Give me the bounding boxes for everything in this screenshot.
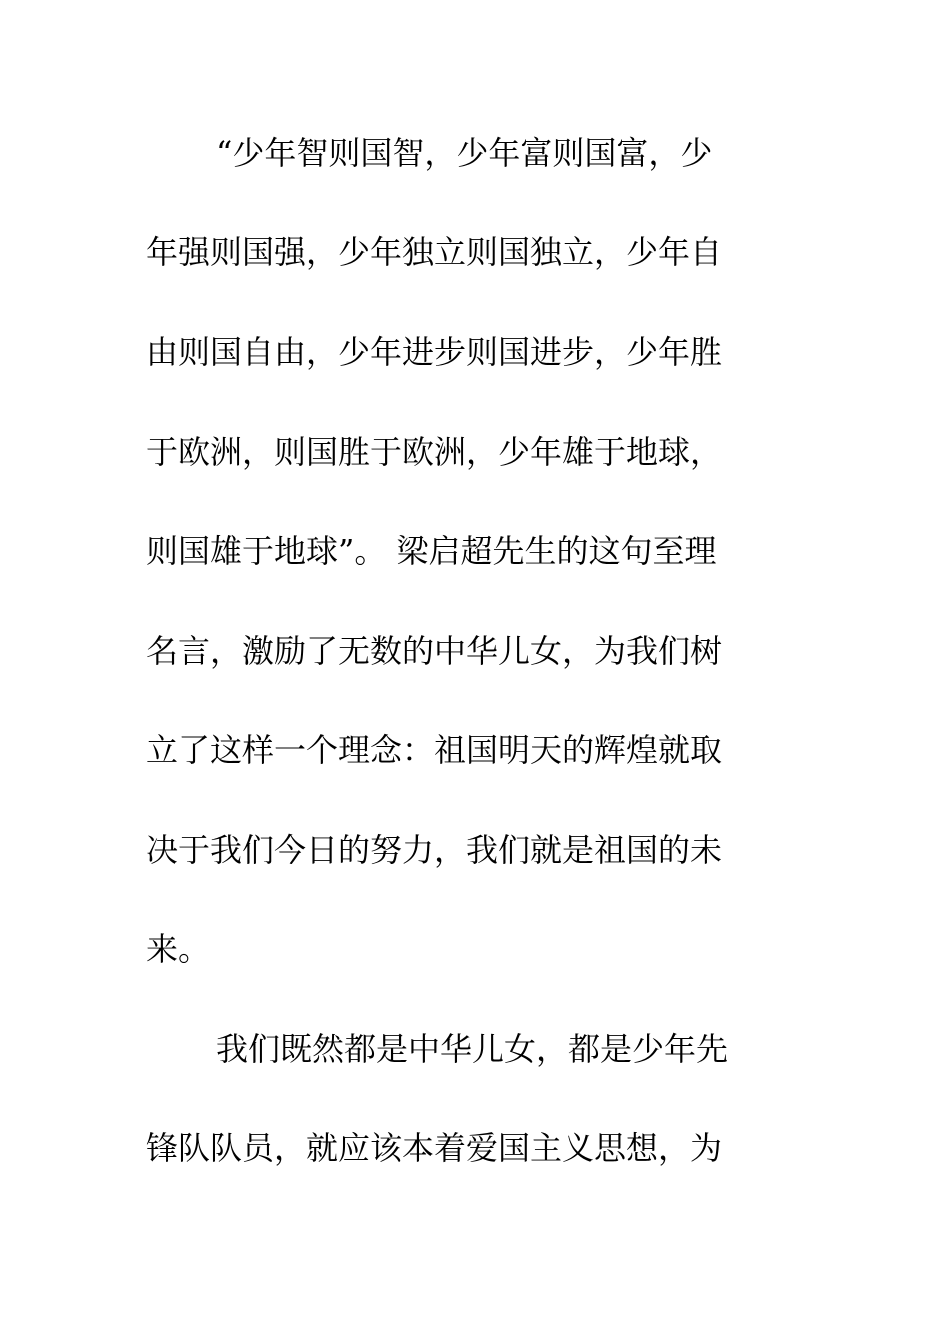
text-line: “少年智则国智，少年富则国富，少: [216, 134, 713, 172]
text-line: 由则国自由，少年进步则国进步，少年胜: [146, 333, 723, 371]
text-line: 来。: [146, 930, 211, 968]
text-line: 锋队队员，就应该本着爱国主义思想，为: [146, 1129, 723, 1167]
text-line: 我们既然都是中华儿女，都是少年先: [216, 1030, 729, 1068]
text-line: 名言，激励了无数的中华儿女，为我们树: [146, 632, 723, 670]
text-line: 立了这样一个理念：祖国明天的辉煌就取: [146, 731, 723, 769]
text-line: 于欧洲，则国胜于欧洲，少年雄于地球，: [146, 433, 723, 471]
text-line: 年强则国强，少年独立则国独立，少年自: [146, 233, 723, 271]
text-line: 决于我们今日的努力，我们就是祖国的未: [146, 831, 723, 869]
text-line: 则国雄于地球”。 梁启超先生的这句至理: [146, 532, 717, 570]
